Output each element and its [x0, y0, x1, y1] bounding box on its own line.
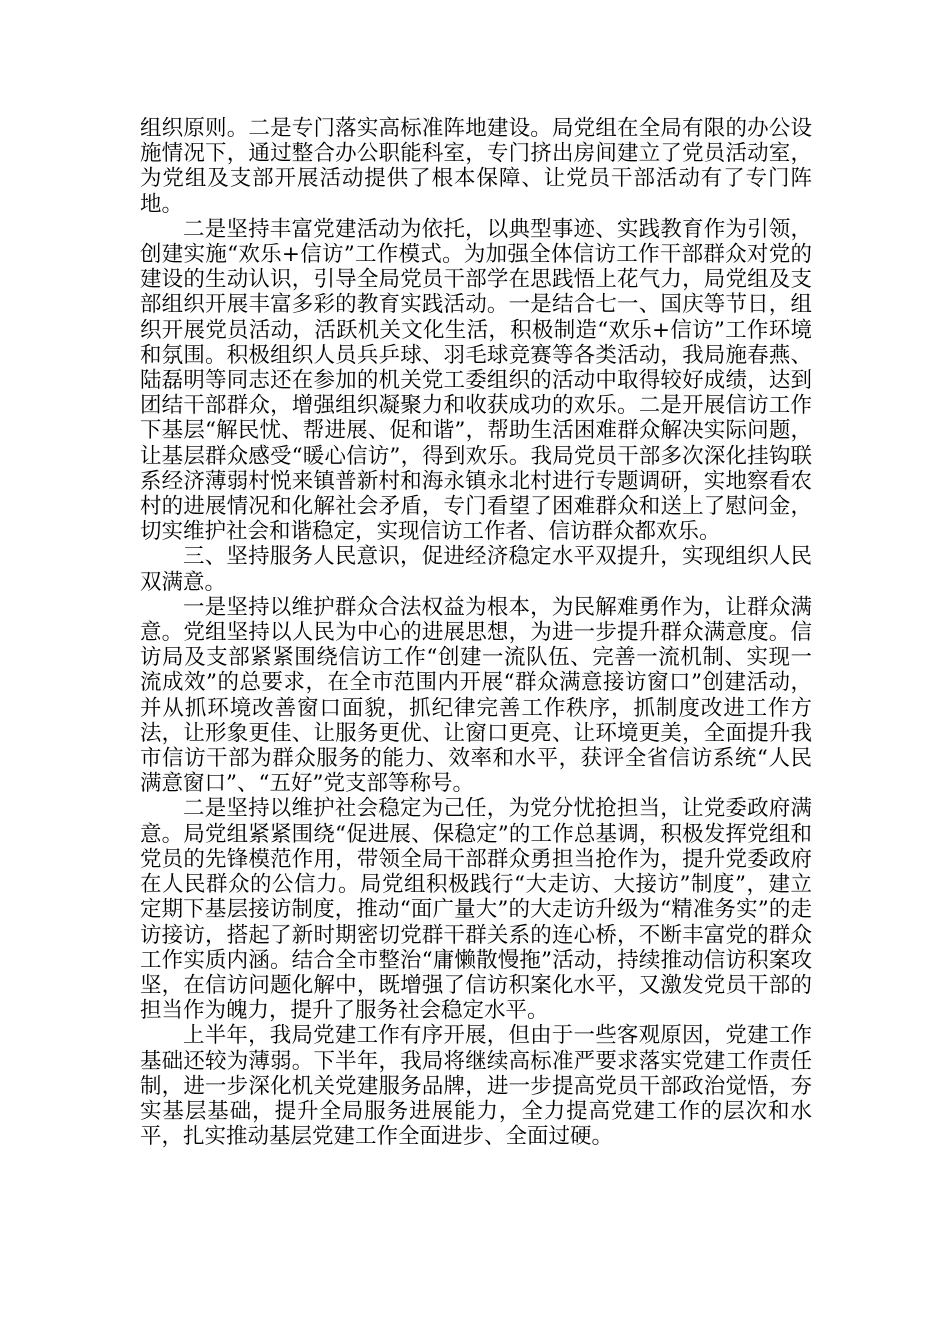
paragraph-summary: 上半年，我局党建工作有序开展，但由于一些客观原因，党建工作基础还较为薄弱。下半年，我局将继续高标准严要求落实党建工作责任制，进一步深化机关党建服务品牌，进一步提高党员干部政治觉悟，夯实基层基础，提升全局服务进展能力，全力提高党建工作的层次和水平，扎实推动基层党建工作全面进步、全面过硬。 — [140, 1023, 812, 1150]
paragraph-social-stability: 二是坚持以维护社会稳定为己任，为党分忧抢担当，让党委政府满意。局党组紧紧围绕“促进展、保稳定”的工作总基调，积极发挥党组和党员的先锋模范作用，带领全局干部群众勇担当抢作为，提升党委政府在人民群众的公信力。局党组积极践行“大走访、大接访”制度”，建立定期下基层接访制度，推动“面广量大”的大走访升级为“精准务实”的走访接访，搭起了新时期密切党群干群关系的连心桥，不断丰富党的群众工作实质内涵。结合全市整治“庸懒散慢拖”活动，持续推动信访积案攻坚，在信访问题化解中，既增强了信访积案化水平，又激发党员干部的担当作为魄力，提升了服务社会稳定水平。 — [140, 796, 812, 1024]
paragraph-party-activities: 二是坚持丰富党建活动为依托，以典型事迹、实践教育作为引领，创建实施“欢乐+信访”工作模式。为加强全体信访工作干部群众对党的建设的生动认识，引导全局党员干部学在思践悟上花气力，局党组及支部组织开展丰富多彩的教育实践活动。一是结合七一、国庆等节日，组织开展党员活动，活跃机关文化生活，积极制造“欢乐+信访”工作环境和氛围。积极组织人员兵乒球、羽毛球竞赛等各类活动，我局施春燕、陆磊明等同志还在参加的机关党工委组织的活动中取得较好成绩，达到团结干部群众，增强组织凝聚力和收获成功的欢乐。二是开展信访工作下基层“解民忧、帮进展、促和谐”，帮助生活困难群众解决实际问题，让基层群众感受“暖心信访”，得到欢乐。我局党员干部多次深化挂钩联系经济薄弱村悦来镇普新村和海永镇永北村进行专题调研，实地察看农村的进展情况和化解社会矛盾，专门看望了困难群众和送上了慰问金，切实维护社会和谐稳定，实现信访工作者、信访群众都欢乐。 — [140, 216, 812, 545]
paragraph-masses-satisfaction: 一是坚持以维护群众合法权益为根本，为民解难勇作为，让群众满意。党组坚持以人民为中心的进展思想，为进一步提升群众满意度。信访局及支部紧紧围绕信访工作“创建一流队伍、完善一流机制、实现一流成效”的总要求，在全市范围内开展“群众满意接访窗口”创建活动，并从抓环境改善窗口面貌，抓纪律完善工作秩序，抓制度改进工作方法，让形象更佳、让服务更优、让窗口更亮、让环境更美，全面提升我市信访干部为群众服务的能力、效率和水平，获评全省信访系统“人民满意窗口”、“五好”党支部等称号。 — [140, 594, 812, 797]
document-page — [140, 116, 812, 1149]
section-heading-serve-people: 三、坚持服务人民意识，促进经济稳定水平双提升，实现组织人民双满意。 — [140, 544, 812, 595]
paragraph-organization-principle: 组织原则。二是专门落实高标准阵地建设。局党组在全局有限的办公设施情况下，通过整合办公职能科室，专门挤出房间建立了党员活动室，为党组及支部开展活动提供了根本保障、让党员干部活动有了专门阵地。 — [140, 116, 812, 217]
